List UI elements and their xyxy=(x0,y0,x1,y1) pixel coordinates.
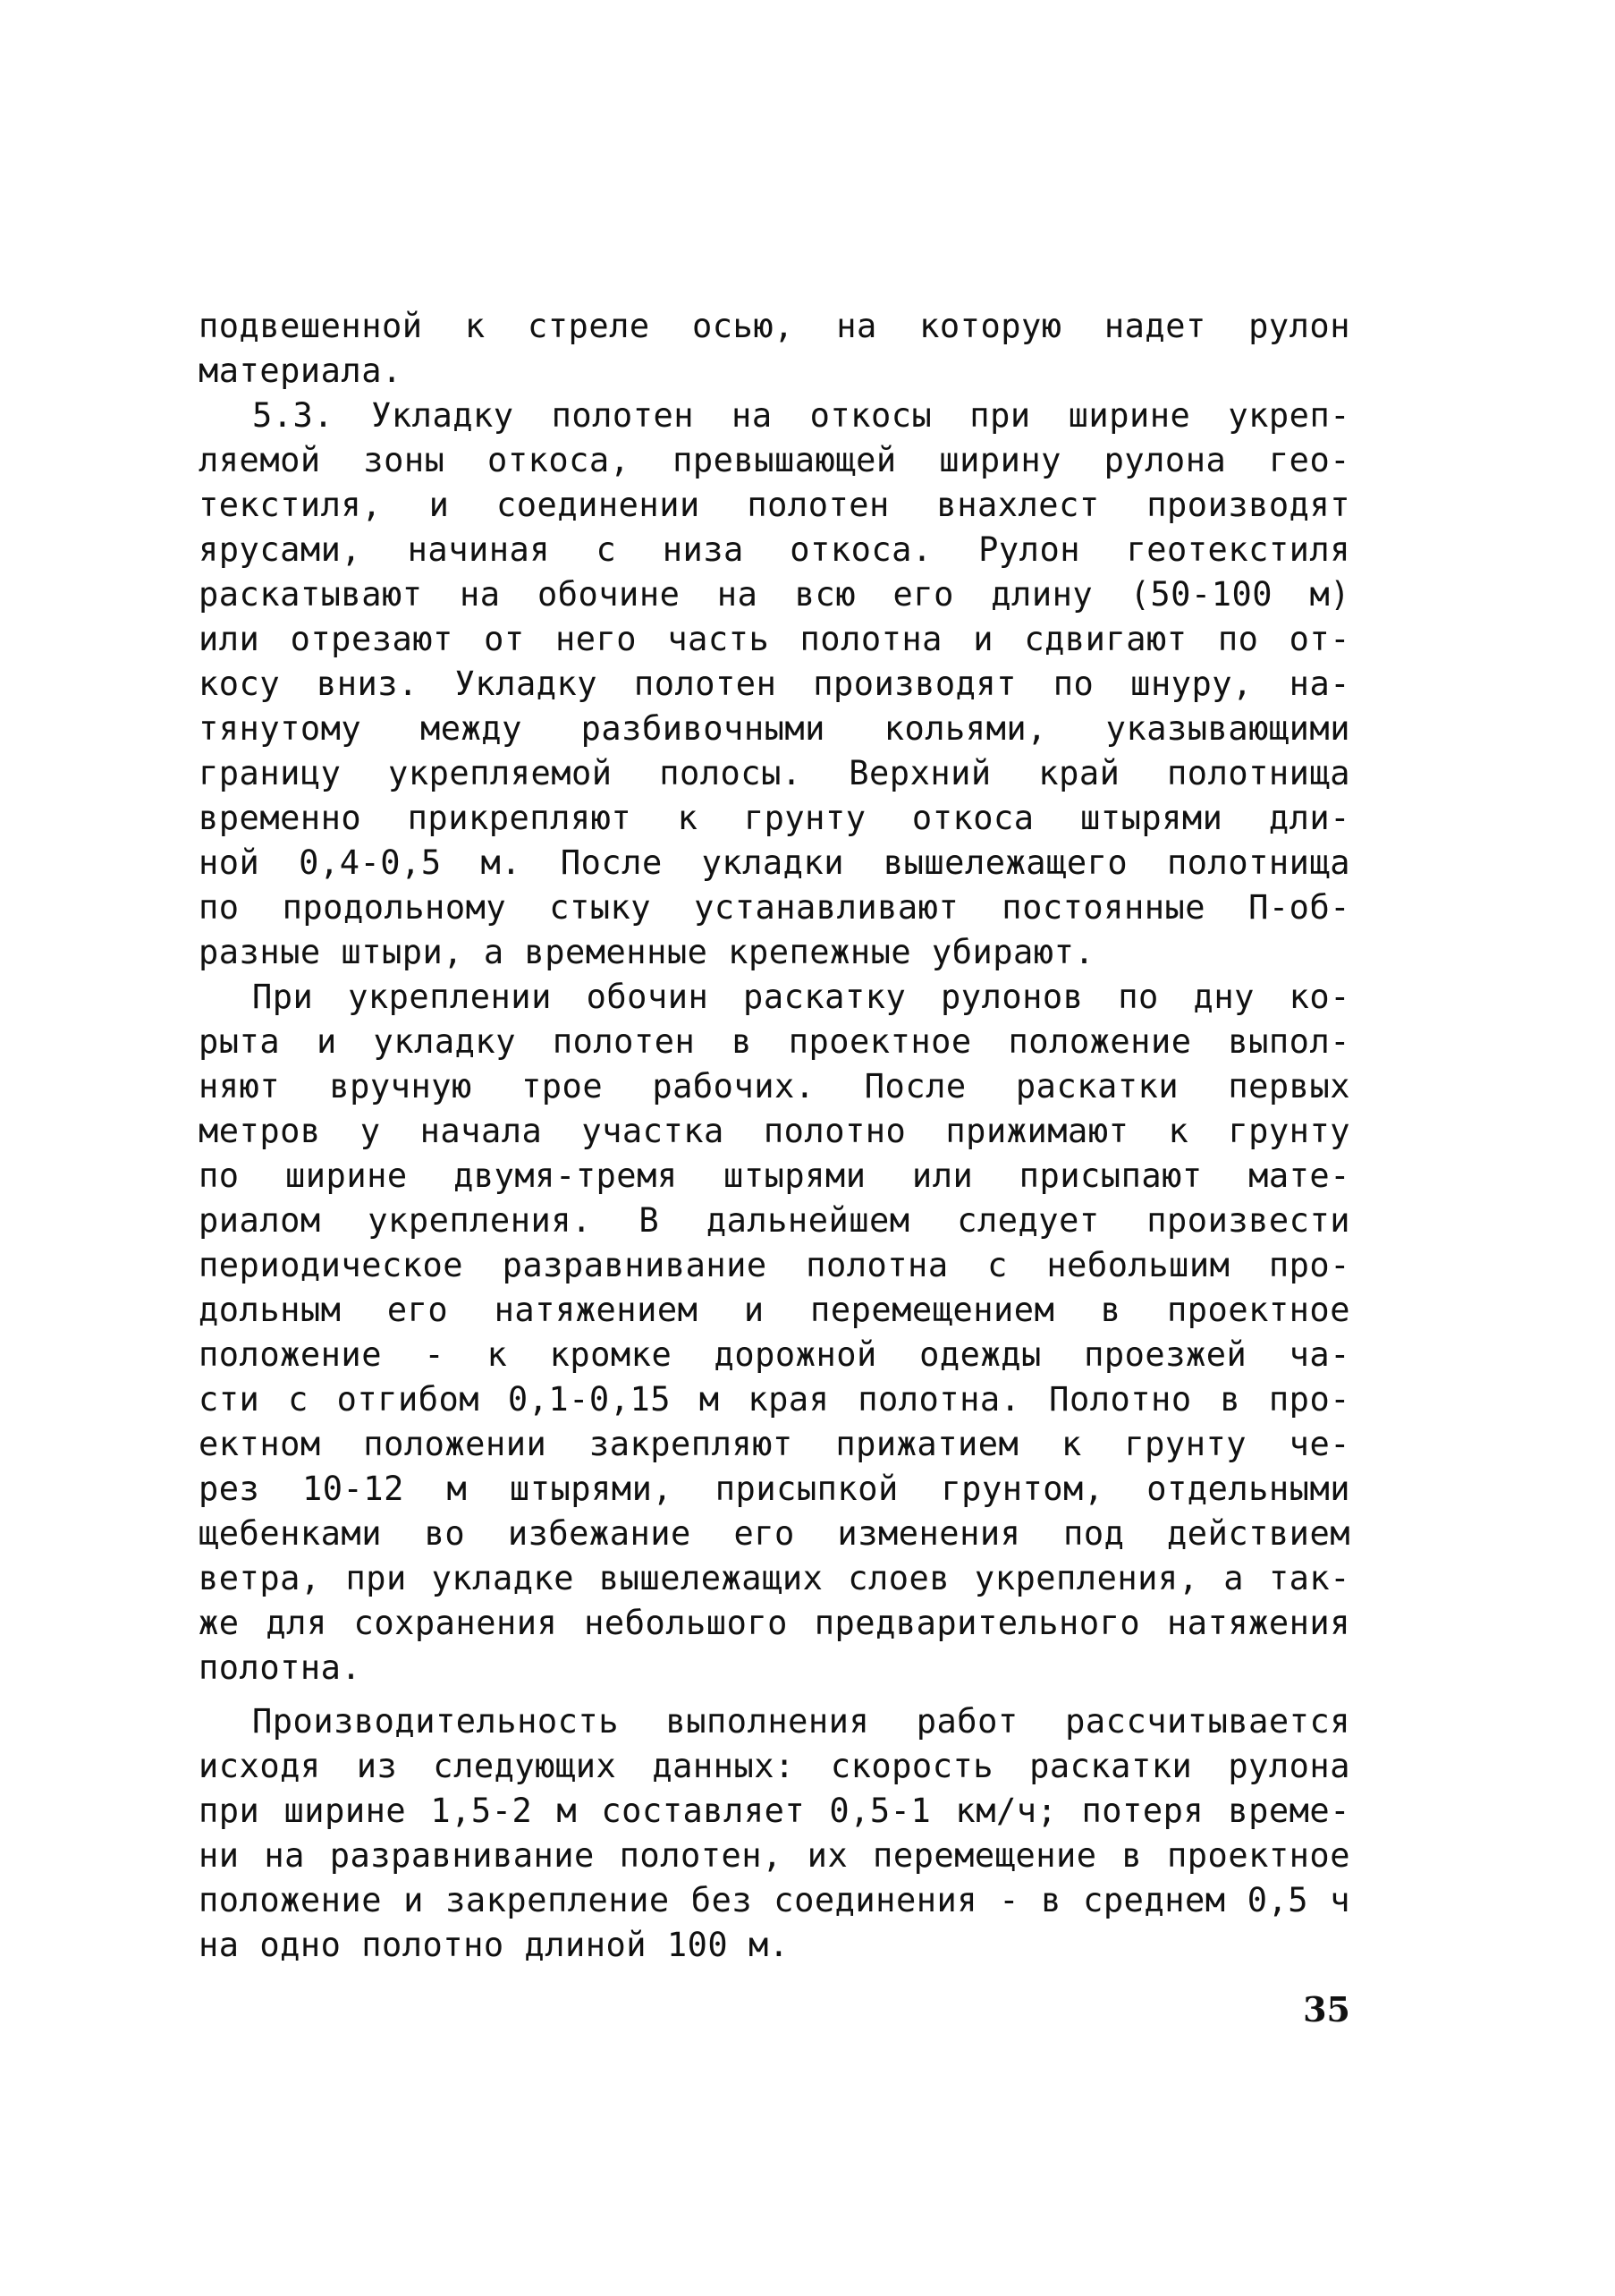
text-line: сти с отгибом 0,1-0,15 м края полотна. Полотно в про- xyxy=(199,1380,1350,1419)
text-line: положение и закрепление без соединения - в среднем 0,5 ч xyxy=(199,1881,1350,1919)
text-line: периодическое разравнивание полотна с небольшим про- xyxy=(199,1246,1350,1284)
text-line: раскатывают на обочине на всю его длину (50-100 м) xyxy=(199,575,1350,614)
text-line: дольным его натяжением и перемещением в проектное xyxy=(199,1291,1350,1329)
text-line: рез 10-12 м штырями, присыпкой грунтом, отдельными xyxy=(199,1470,1350,1508)
text-line: щебенками во избежание его изменения под действием xyxy=(199,1514,1350,1553)
text-line: ектном положении закрепляют прижатием к грунту че- xyxy=(199,1425,1350,1463)
text-line: косу вниз. Укладку полотен производят по шнуру, на- xyxy=(199,665,1350,703)
text-line: Производительность выполнения работ рассчитывается xyxy=(252,1702,1350,1741)
text-line: положение - к кромке дорожной одежды проезжей ча- xyxy=(199,1335,1350,1374)
text-line: ветра, при укладке вышележащих слоев укрепления, а так- xyxy=(199,1559,1350,1597)
text-line: подвешенной к стреле осью, на которую надет рулон xyxy=(199,307,1350,345)
text-line: материала. xyxy=(199,352,402,390)
text-line: ной 0,4-0,5 м. После укладки вышележащего полотнища xyxy=(199,843,1350,882)
text-line: текстиля, и соединении полотен внахлест производят xyxy=(199,486,1350,524)
text-line: на одно полотно длиной 100 м. xyxy=(199,1926,790,1964)
text-line: няют вручную трое рабочих. После раскатки первых xyxy=(199,1067,1350,1106)
text-line: риалом укрепления. В дальнейшем следует произвести xyxy=(199,1201,1350,1240)
text-line: по продольному стыку устанавливают постоянные П-об- xyxy=(199,888,1350,927)
text-line: границу укрепляемой полосы. Верхний край полотнища xyxy=(199,754,1350,792)
text-line: исходя из следующих данных: скорость раскатки рулона xyxy=(199,1747,1350,1785)
text-line: по ширине двумя-тремя штырями или присыпают мате- xyxy=(199,1156,1350,1195)
text-line: тянутому между разбивочными кольями, указывающими xyxy=(199,709,1350,748)
text-line: при ширине 1,5-2 м составляет 0,5-1 км/ч; потеря време- xyxy=(199,1792,1350,1830)
text-line: полотна. xyxy=(199,1648,362,1687)
text-line: ярусами, начиная с низа откоса. Рулон геотекстиля xyxy=(199,530,1350,569)
text-line: разные штыри, а временные крепежные убирают. xyxy=(199,933,1095,971)
text-line: или отрезают от него часть полотна и сдвигают по от- xyxy=(199,620,1350,658)
text-line: ляемой зоны откоса, превышающей ширину рулона гео- xyxy=(199,441,1350,479)
page-number: 35 xyxy=(1303,1989,1350,2029)
text-line: ни на разравнивание полотен, их перемещение в проектное xyxy=(199,1836,1350,1875)
text-line: рыта и укладку полотен в проектное положение выпол- xyxy=(199,1022,1350,1061)
text-line: же для сохранения небольшого предварительного натяжения xyxy=(199,1604,1350,1642)
text-line: временно прикрепляют к грунту откоса штырями дли- xyxy=(199,799,1350,837)
text-line: 5.3. Укладку полотен на откосы при ширине укреп- xyxy=(252,396,1350,435)
text-line: При укреплении обочин раскатку рулонов по дну ко- xyxy=(252,978,1350,1016)
text-line: метров у начала участка полотно прижимают к грунту xyxy=(199,1112,1350,1150)
